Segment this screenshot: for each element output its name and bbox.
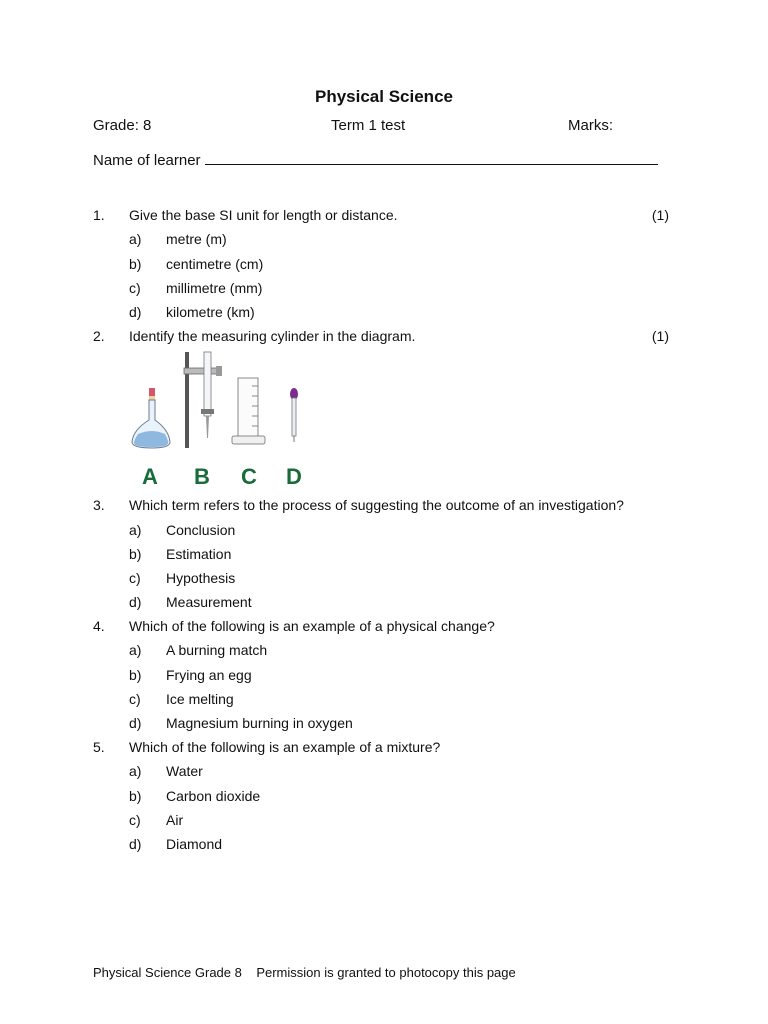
- question-text: Which of the following is an example of a mixture?: [129, 739, 441, 755]
- option-text: Carbon dioxide: [166, 788, 261, 804]
- option-label: d): [129, 836, 142, 852]
- option-text: kilometre (km): [166, 304, 255, 320]
- question-text: Which term refers to the process of suggesting the outcome of an investigation?: [129, 497, 624, 513]
- grade-label: Grade: 8: [93, 117, 152, 134]
- option-label: a): [129, 642, 142, 658]
- question-marks: (1): [651, 207, 669, 223]
- option-text: Estimation: [166, 546, 232, 562]
- option-text: centimetre (cm): [166, 256, 264, 272]
- option-label: a): [129, 522, 142, 538]
- option-label: c): [129, 812, 141, 828]
- measuring-cylinder-icon[interactable]: [232, 378, 265, 444]
- option-text: Conclusion: [166, 522, 236, 538]
- option-label: b): [129, 788, 142, 804]
- question-marks: (1): [651, 328, 669, 344]
- option-label: c): [129, 280, 141, 296]
- question-number: 4.: [93, 618, 105, 634]
- page-title: Physical Science: [315, 87, 453, 106]
- footer-right: Permission is granted to photocopy this page: [256, 965, 516, 980]
- diagram-label-d: D: [286, 464, 302, 489]
- option-label: d): [129, 304, 142, 320]
- option-text: Water: [166, 763, 203, 779]
- burette-icon[interactable]: [184, 352, 222, 448]
- marks-label: Marks:: [568, 117, 613, 134]
- option-text: metre (m): [166, 231, 227, 247]
- question-number: 5.: [93, 739, 105, 755]
- name-of-learner-row: [93, 148, 658, 169]
- question-text: Give the base SI unit for length or distance.: [129, 207, 398, 223]
- option-text: Measurement: [166, 594, 252, 610]
- question-number: 2.: [93, 328, 105, 344]
- footer-left: Physical Science Grade 8: [93, 965, 242, 980]
- lab-equipment-diagram: [128, 350, 318, 490]
- option-label: c): [129, 691, 141, 707]
- name-of-learner-field[interactable]: [205, 148, 658, 165]
- question-number: 3.: [93, 497, 105, 513]
- option-label: b): [129, 546, 142, 562]
- option-text: Magnesium burning in oxygen: [166, 715, 353, 731]
- diagram-label-b: B: [194, 464, 210, 489]
- diagram-label-c: C: [241, 464, 257, 489]
- option-label: d): [129, 594, 142, 610]
- option-label: a): [129, 231, 142, 247]
- name-of-learner-label: Name of learner: [93, 152, 201, 169]
- option-label: b): [129, 667, 142, 683]
- option-label: a): [129, 763, 142, 779]
- volumetric-flask-icon[interactable]: [132, 388, 170, 448]
- option-label: d): [129, 715, 142, 731]
- option-label: b): [129, 256, 142, 272]
- option-text: Ice melting: [166, 691, 234, 707]
- option-text: millimetre (mm): [166, 280, 263, 296]
- term-label: Term 1 test: [331, 117, 406, 134]
- option-text: Diamond: [166, 836, 223, 852]
- option-text: A burning match: [166, 642, 268, 658]
- option-label: c): [129, 570, 141, 586]
- question-number: 1.: [93, 207, 105, 223]
- option-text: Hypothesis: [166, 570, 236, 586]
- dropper-icon[interactable]: [290, 388, 298, 442]
- option-text: Frying an egg: [166, 667, 252, 683]
- question-text: Identify the measuring cylinder in the diagram.: [129, 328, 416, 344]
- diagram-label-a: A: [142, 464, 158, 489]
- page-footer: [93, 965, 516, 980]
- question-text: Which of the following is an example of a physical change?: [129, 618, 495, 634]
- option-text: Air: [166, 812, 184, 828]
